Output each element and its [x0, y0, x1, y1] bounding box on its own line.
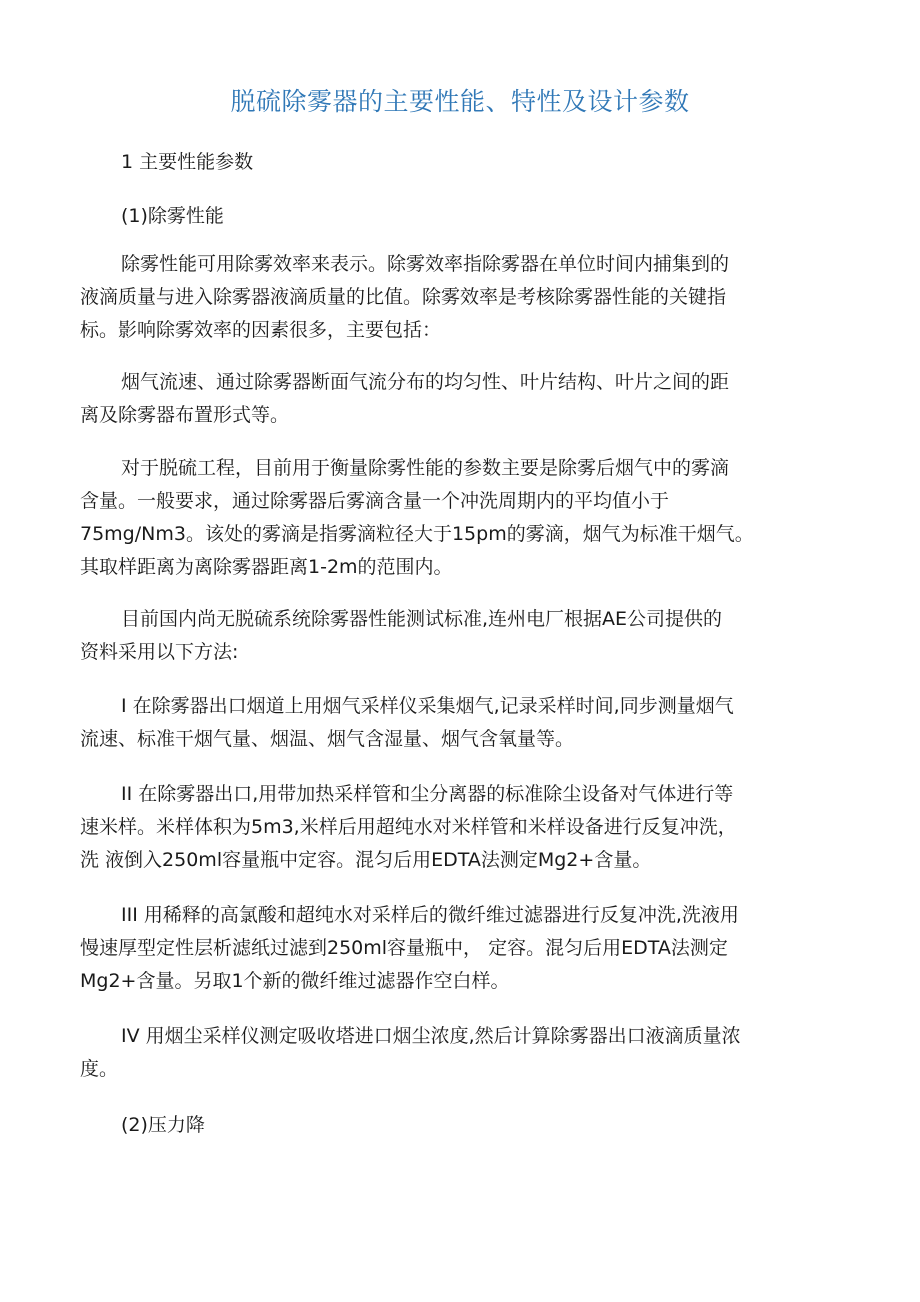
method-step-2 — [80, 778, 830, 877]
paragraph-line: 流速、标准干烟气量、烟温、烟气含湿量、烟气含氧量等。 — [80, 728, 575, 750]
paragraph-line: 慢速厚型定性层析滤纸过滤到250ml容量瓶中， 定容。混匀后用EDTA法测定 — [80, 937, 728, 959]
method-step-3 — [80, 899, 830, 998]
paragraph-line: 离及除雾器布置形式等。 — [80, 404, 290, 426]
paragraph-efficiency — [80, 248, 830, 347]
paragraph-line: 速米样。米样体积为5m3,米样后用超纯水对米样管和米样设备进行反复冲洗， — [80, 816, 737, 838]
paragraph-line: 液滴质量与进入除雾器液滴质量的比值。除雾效率是考核除雾器性能的关键指 — [80, 286, 727, 308]
paragraph-line: II 在除雾器出口,用带加热采样管和尘分离器的标准除尘设备对气体进行等 — [121, 783, 734, 805]
method-step-4 — [80, 1020, 830, 1086]
paragraph-line: IV 用烟尘采样仪测定吸收塔进口烟尘浓度,然后计算除雾器出口液滴质量浓 — [121, 1025, 741, 1047]
subsection-heading: (2)压力降 — [121, 1114, 205, 1136]
paragraph-line: 除雾性能可用除雾效率来表示。除雾效率指除雾器在单位时间内捕集到的 — [121, 253, 730, 275]
paragraph-method — [80, 603, 830, 669]
paragraph-line: 烟气流速、通过除雾器断面气流分布的均匀性、叶片结构、叶片之间的距 — [121, 371, 730, 393]
paragraph-line: 含量。一般要求，通过除雾器后雾滴含量一个冲洗周期内的平均值小于 — [80, 490, 670, 512]
paragraph-requirement — [80, 452, 830, 584]
paragraph-line: Mg2+含量。另取1个新的微纤维过滤器作空白样。 — [80, 970, 510, 992]
paragraph-line: 75mg/Nm3。该处的雾滴是指雾滴粒径大于15pm的雾滴，烟气为标准干烟气。 — [80, 523, 754, 545]
paragraph-line: 资料采用以下方法: — [80, 641, 239, 663]
paragraph-line: III 用稀释的高氯酸和超纯水对采样后的微纤维过滤器进行反复冲洗,洗液用 — [121, 904, 739, 926]
paragraph-line: 其取样距离为离除雾器距离1-2m的范围内。 — [80, 556, 453, 578]
paragraph-line: I 在除雾器出口烟道上用烟气采样仪采集烟气,记录采样时间,同步测量烟气 — [121, 695, 734, 717]
paragraph-factors — [80, 366, 830, 432]
method-step-1 — [80, 690, 830, 756]
paragraph-line: 对于脱硫工程，目前用于衡量除雾性能的参数主要是除雾后烟气中的雾滴 — [121, 457, 730, 479]
section-heading: 1 主要性能参数 — [121, 151, 254, 173]
document-title: 脱硫除雾器的主要性能、特性及设计参数 — [230, 87, 690, 116]
subsection-heading: (1)除雾性能 — [121, 205, 224, 227]
paragraph-line: 度。 — [80, 1058, 119, 1080]
paragraph-line: 洗 液倒入250ml容量瓶中定容。混匀后用EDTA法测定Mg2+含量。 — [80, 849, 652, 871]
paragraph-line: 目前国内尚无脱硫系统除雾器性能测试标准,连州电厂根据AE公司提供的 — [121, 608, 723, 630]
paragraph-line: 标。影响除雾效率的因素很多，主要包括： — [80, 319, 442, 341]
